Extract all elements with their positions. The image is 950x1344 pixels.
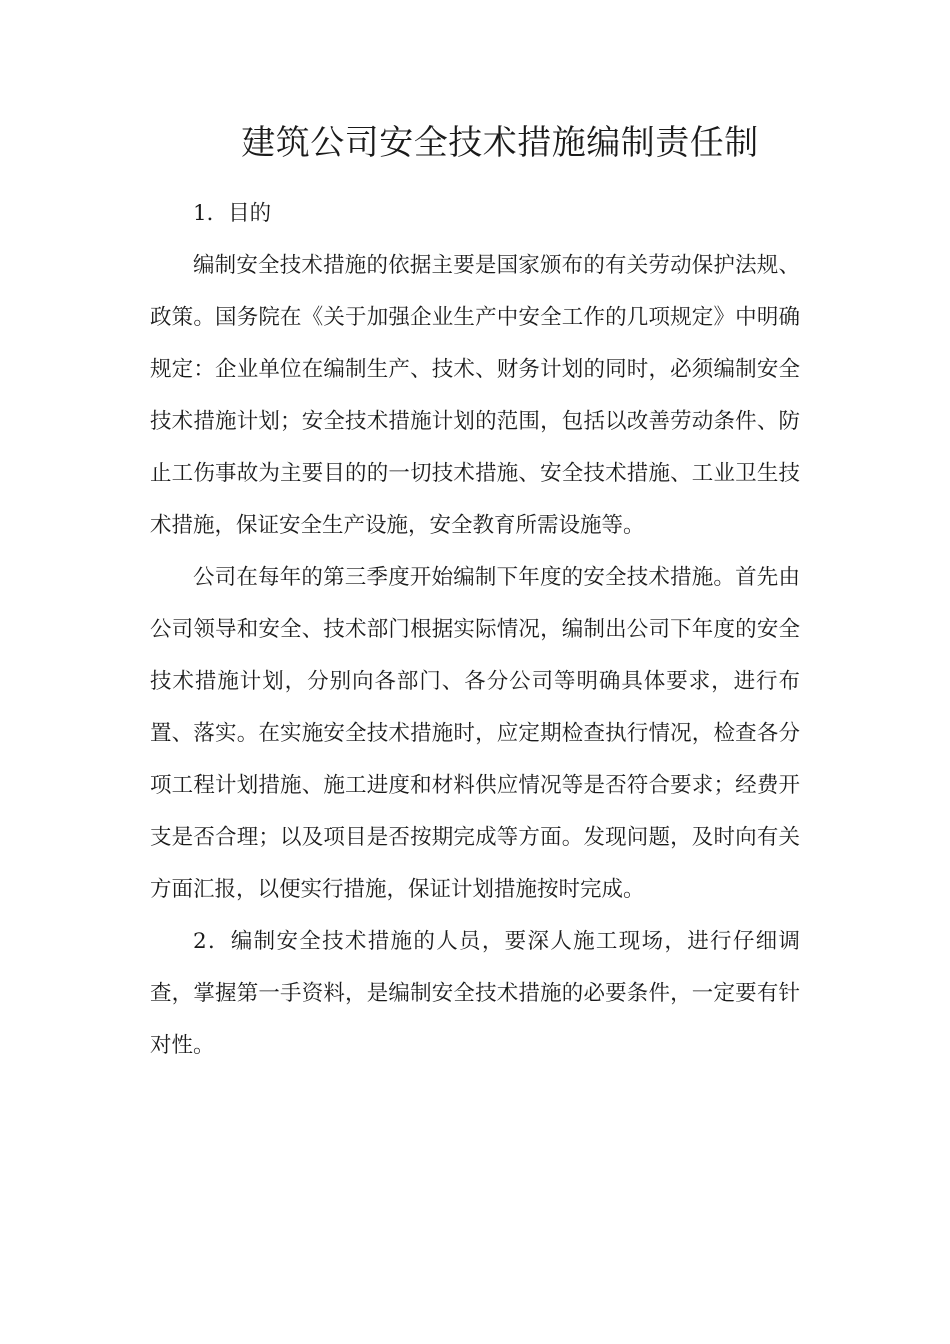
document-title: 建筑公司安全技术措施编制责任制 bbox=[241, 123, 759, 163]
paragraph-personnel: 2．编制安全技术措施的人员，要深人施工现场，进行仔细调查，掌握第一手资料，是编制安全技术措施的必要条件，一定要有针对性。 bbox=[150, 929, 800, 1058]
paragraph-basis: 编制安全技术措施的依据主要是国家颁布的有关劳动保护法规、政策。国务院在《关于加强企业生产中安全工作的几项规定》中明确规定：企业单位在编制生产、技术、财务计划的同时，必须编制安全技术措施计划；安全技术措施计划的范围，包括以改善劳动条件、防止工伤事故为主要目的的一切技术措施、安全技术措施、工业卫生技术措施，保证安全生产设施，安全教育所需设施等。 bbox=[150, 253, 800, 538]
document-body bbox=[150, 188, 800, 1072]
paragraph-annual-plan: 公司在每年的第三季度开始编制下年度的安全技术措施。首先由公司领导和安全、技术部门根据实际情况，编制出公司下年度的安全技术措施计划，分别向各部门、各分公司等明确具体要求，进行布置、落实。在实施安全技术措施时，应定期检查执行情况，检查各分项工程计划措施、施工进度和材料供应情况等是否符合要求；经费开支是否合理；以及项目是否按期完成等方面。发现问题，及时向有关方面汇报，以便实行措施，保证计划措施按时完成。 bbox=[150, 565, 800, 902]
section-heading-purpose: 1．目的 bbox=[193, 201, 272, 226]
